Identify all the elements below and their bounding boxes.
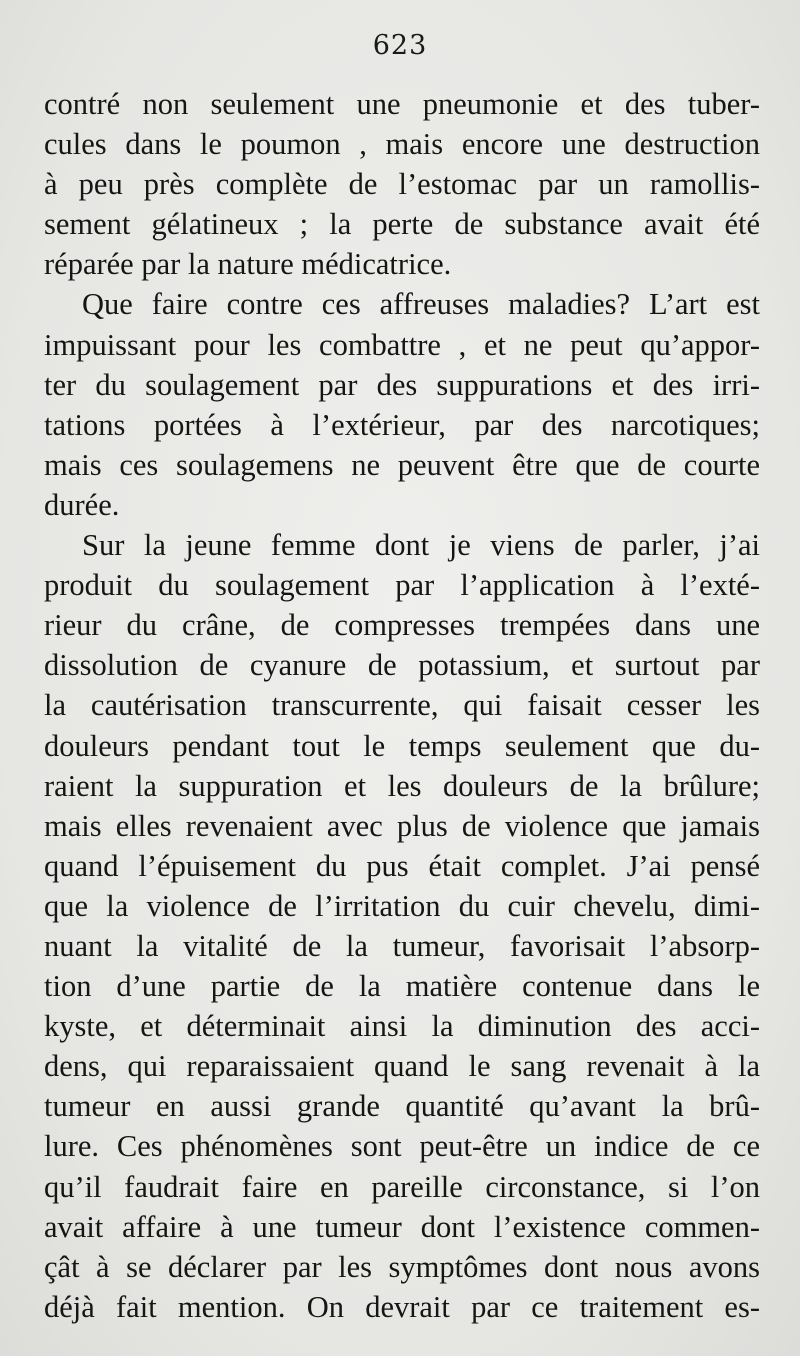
text-line: dens, qui reparaissaient quand le sang revenait à la (44, 1049, 760, 1084)
text-line: sement gélatineux ; la perte de substance avait été (44, 207, 760, 242)
text-line: mais ces soulagemens ne peuvent être que de courte (44, 447, 760, 482)
text-line: douleurs pendant tout le temps seulement que du- (44, 728, 760, 763)
text-line: avait affaire à une tumeur dont l’existence commen- (44, 1209, 760, 1244)
text-line: la cautérisation transcurrente, qui faisait cesser les (44, 688, 760, 723)
text-line: lure. Ces phénomènes sont peut-être un indice de ce (44, 1129, 760, 1164)
text-line: déjà fait mention. On devrait par ce traitement es- (44, 1289, 760, 1324)
text-line: qu’il faudrait faire en pareille circonstance, si l’on (44, 1169, 760, 1204)
text-line: quand l’épuisement du pus était complet. J’ai pensé (44, 848, 760, 883)
text-line: à peu près complète de l’estomac par un ramollis- (44, 167, 760, 202)
text-line: çât à se déclarer par les symptômes dont nous avons (44, 1249, 760, 1284)
text-line: impuissant pour les combattre , et ne peut qu’appor- (44, 327, 760, 362)
text-line: réparée par la nature médicatrice. (44, 247, 452, 282)
text-line: contré non seulement une pneumonie et des tuber- (44, 87, 760, 121)
text-line: Sur la jeune femme dont je viens de parler, j’ai (82, 528, 760, 563)
text-line: tion d’une partie de la matière contenue dans le (44, 969, 760, 1004)
text-line: que la violence de l’irritation du cuir chevelu, dimi- (44, 888, 760, 923)
text-line: mais elles revenaient avec plus de violence que jamais (44, 808, 760, 843)
page-number: 623 (372, 30, 428, 61)
text-line: produit du soulagement par l’application à l’exté- (44, 568, 760, 603)
text-line: tumeur en aussi grande quantité qu’avant la brû- (44, 1089, 760, 1124)
text-line: cules dans le poumon , mais encore une destruction (44, 127, 760, 162)
text-line: raient la suppuration et les douleurs de la brûlure; (44, 768, 760, 803)
body-text (44, 84, 760, 1327)
text-line: tations portées à l’extérieur, par des narcotiques; (44, 407, 760, 442)
text-line: kyste, et déterminait ainsi la diminution des acci- (44, 1009, 760, 1044)
text-line: nuant la vitalité de la tumeur, favorisait l’absorp- (44, 928, 760, 963)
text-line: dissolution de cyanure de potassium, et surtout par (44, 648, 760, 683)
text-line: Que faire contre ces affreuses maladies? L’art est (82, 287, 760, 322)
text-line: rieur du crâne, de compresses trempées dans une (44, 608, 760, 643)
text-line: durée. (44, 487, 120, 522)
text-line: ter du soulagement par des suppurations et des irri- (44, 367, 760, 402)
